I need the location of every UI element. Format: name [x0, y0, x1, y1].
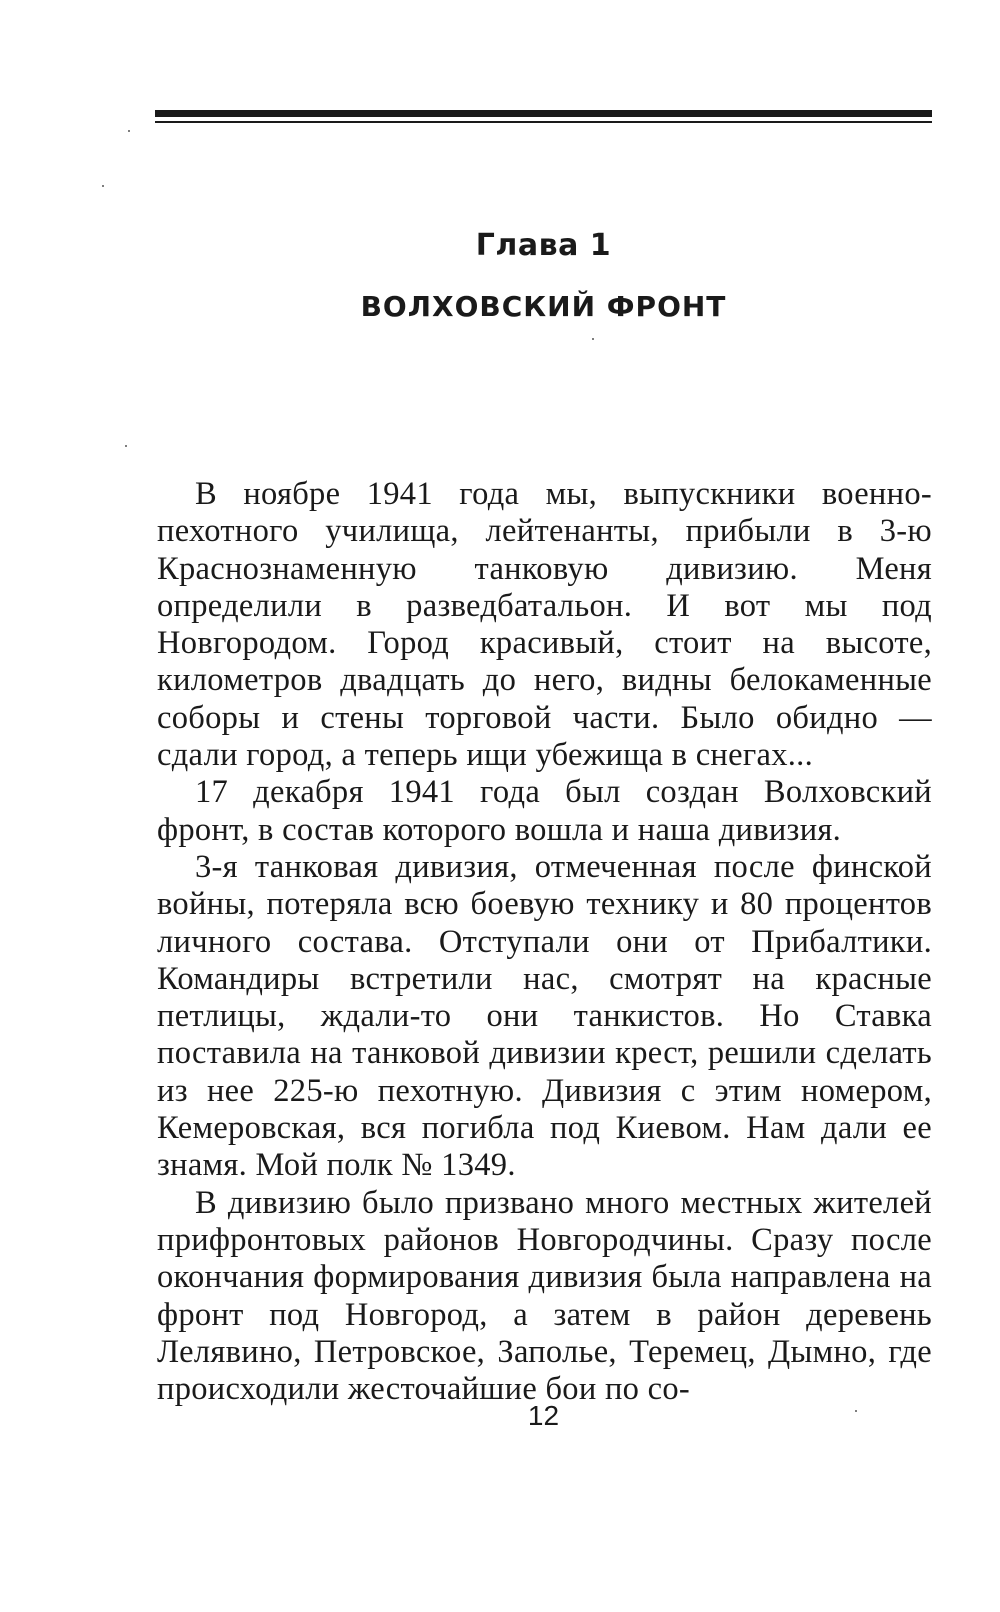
header-rule-thick: [155, 110, 932, 117]
chapter-title: ВОЛХОВСКИЙ ФРОНТ: [360, 290, 727, 323]
print-speck: [125, 445, 127, 447]
paragraph: В дивизию было призвано много местных жителей прифронтовых районов Новгородчины. Сразу после окончания формирования дивизия была направлена на фронт под Новгород, а затем в район деревень Лелявино, Петровское, Заполье, Теремец, Дымно, где происходили жесточайшие бои по со-: [157, 1184, 932, 1408]
paragraph: 3-я танковая дивизия, отмеченная после финской войны, потеряла всю боевую технику и 80 процентов личного состава. Отступали они от Прибалтики. Командиры встретили нас, смотрят на красные петлицы, ждали-то они танкистов. Но Ставка поставила на танковой дивизии крест, решили сделать из нее 225-ю пехотную. Дивизия с этим номером, Кемеровская, вся погибла под Киевом. Нам дали ее знамя. Мой полк № 1349.: [157, 848, 932, 1184]
page-number: 12: [527, 1400, 560, 1431]
print-speck: [102, 185, 104, 187]
paragraph: 17 декабря 1941 года был создан Волховский фронт, в состав которого вошла и наша дивизия.: [157, 774, 932, 848]
print-speck: [128, 130, 130, 132]
header-rule-thin: [155, 121, 932, 123]
print-speck: [592, 338, 594, 340]
chapter-label: Глава 1: [475, 228, 612, 263]
paragraph: В ноябре 1941 года мы, выпускники военно-пехотного училища, лейтенанты, прибыли в 3-ю Краснознаменную танковую дивизию. Меня определили в разведбатальон. И вот мы под Новгородом. Город красивый, стоит на высоте, километров двадцать до него, видны белокаменные соборы и стены торговой части. Было обидно — сдали город, а теперь ищи убежища в снегах...: [157, 476, 932, 774]
body-text: [157, 476, 932, 1408]
print-speck: [855, 1410, 857, 1412]
